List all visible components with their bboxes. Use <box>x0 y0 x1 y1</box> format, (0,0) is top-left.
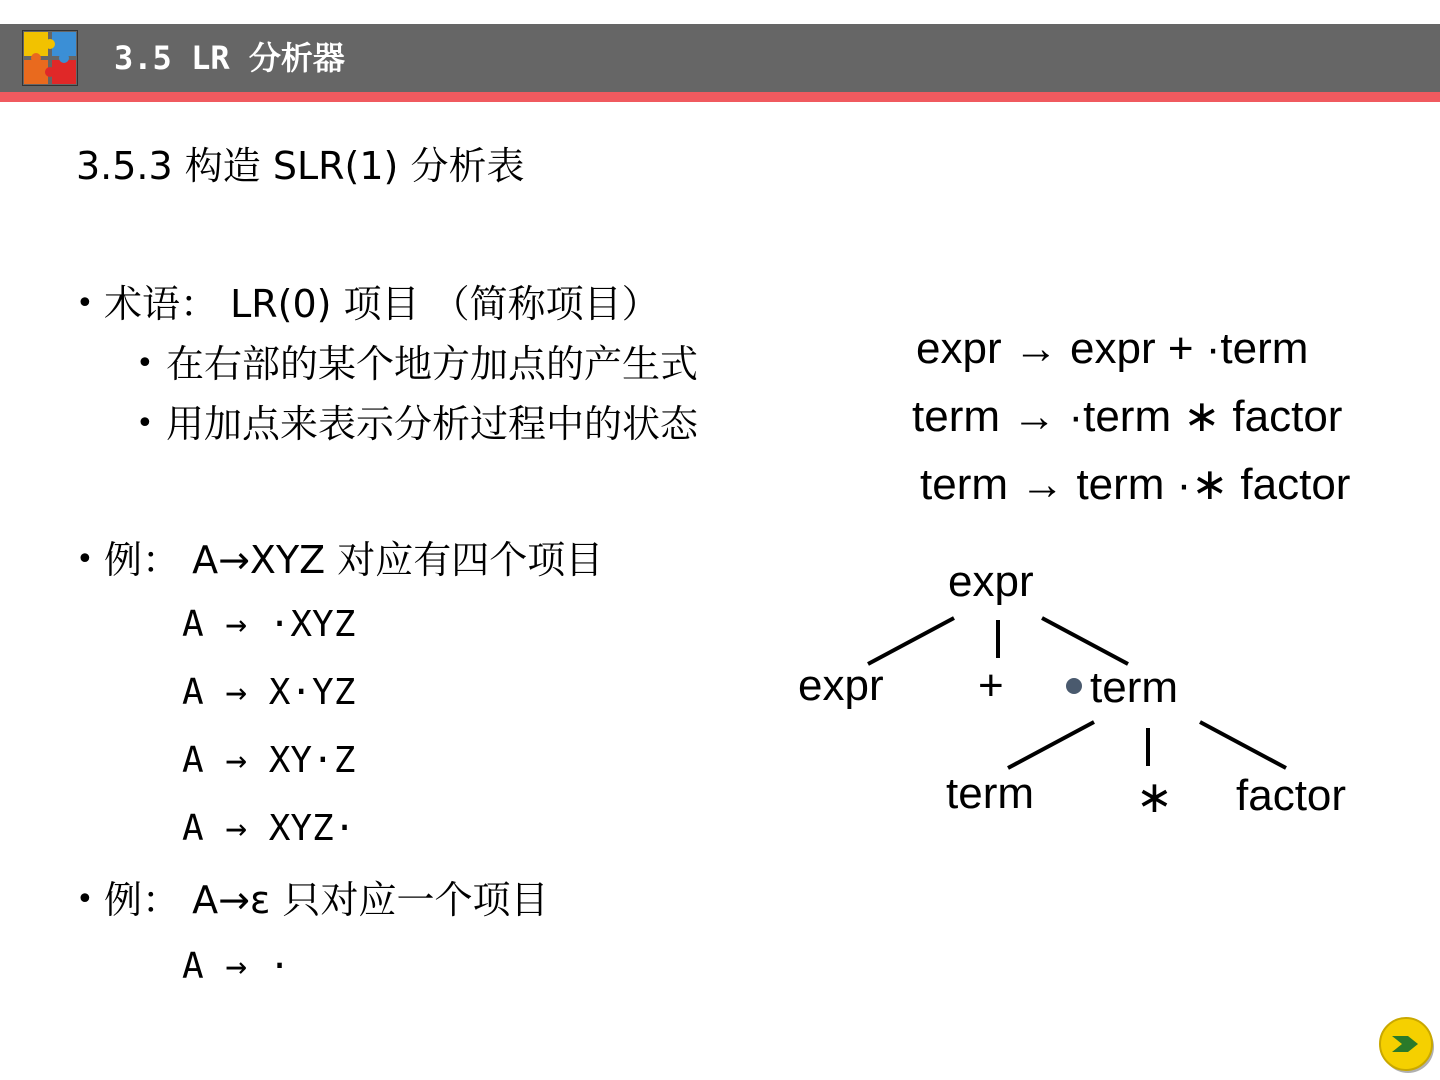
bullet-example-1: 例： A→XYZ 对应有四个项目 <box>104 538 604 582</box>
lr0-item: A → ·XYZ <box>182 604 356 645</box>
header-title: 3.5 LR 分析器 <box>114 39 345 77</box>
bullet-dot: • <box>76 286 94 321</box>
production-rule: expr → expr + ·term <box>916 324 1309 373</box>
production-rule: term → ·term ∗ factor <box>912 392 1343 441</box>
lr0-item: A → · <box>182 946 291 987</box>
tree-node-plus: + <box>978 661 1004 710</box>
tree-node-star: ∗ <box>1136 773 1173 822</box>
next-arrow-icon[interactable] <box>1378 1016 1436 1074</box>
bullet-dot: • <box>136 406 154 441</box>
bullet-dot: • <box>136 346 154 381</box>
bullet-dot: • <box>76 542 94 577</box>
puzzle-logo-icon <box>22 30 78 86</box>
tree-node-factor: factor <box>1236 771 1347 820</box>
tree-node-expr: expr <box>798 661 884 710</box>
bullet-example-2: 例： A→ε 只对应一个项目 <box>104 878 549 922</box>
bullet-dot: • <box>76 882 94 917</box>
lr0-item: A → XY·Z <box>182 740 356 781</box>
sub-bullet-text: 用加点来表示分析过程中的状态 <box>166 402 699 446</box>
bullet-terminology: 术语： LR(0) 项目 （简称项目） <box>104 282 660 326</box>
lr0-item: A → XYZ· <box>182 808 356 849</box>
tree-node-term: term <box>1090 663 1178 712</box>
header-stripe <box>0 92 1440 102</box>
item-dot-marker <box>1066 678 1082 694</box>
sub-bullet-text: 在右部的某个地方加点的产生式 <box>166 342 699 386</box>
tree-node-root: expr <box>948 557 1034 606</box>
lr0-item: A → X·YZ <box>182 672 356 713</box>
section-title: 3.5.3 构造 SLR(1) 分析表 <box>76 144 525 188</box>
tree-node-term-child: term <box>946 769 1034 818</box>
production-rule: term → term ·∗ factor <box>920 460 1351 509</box>
